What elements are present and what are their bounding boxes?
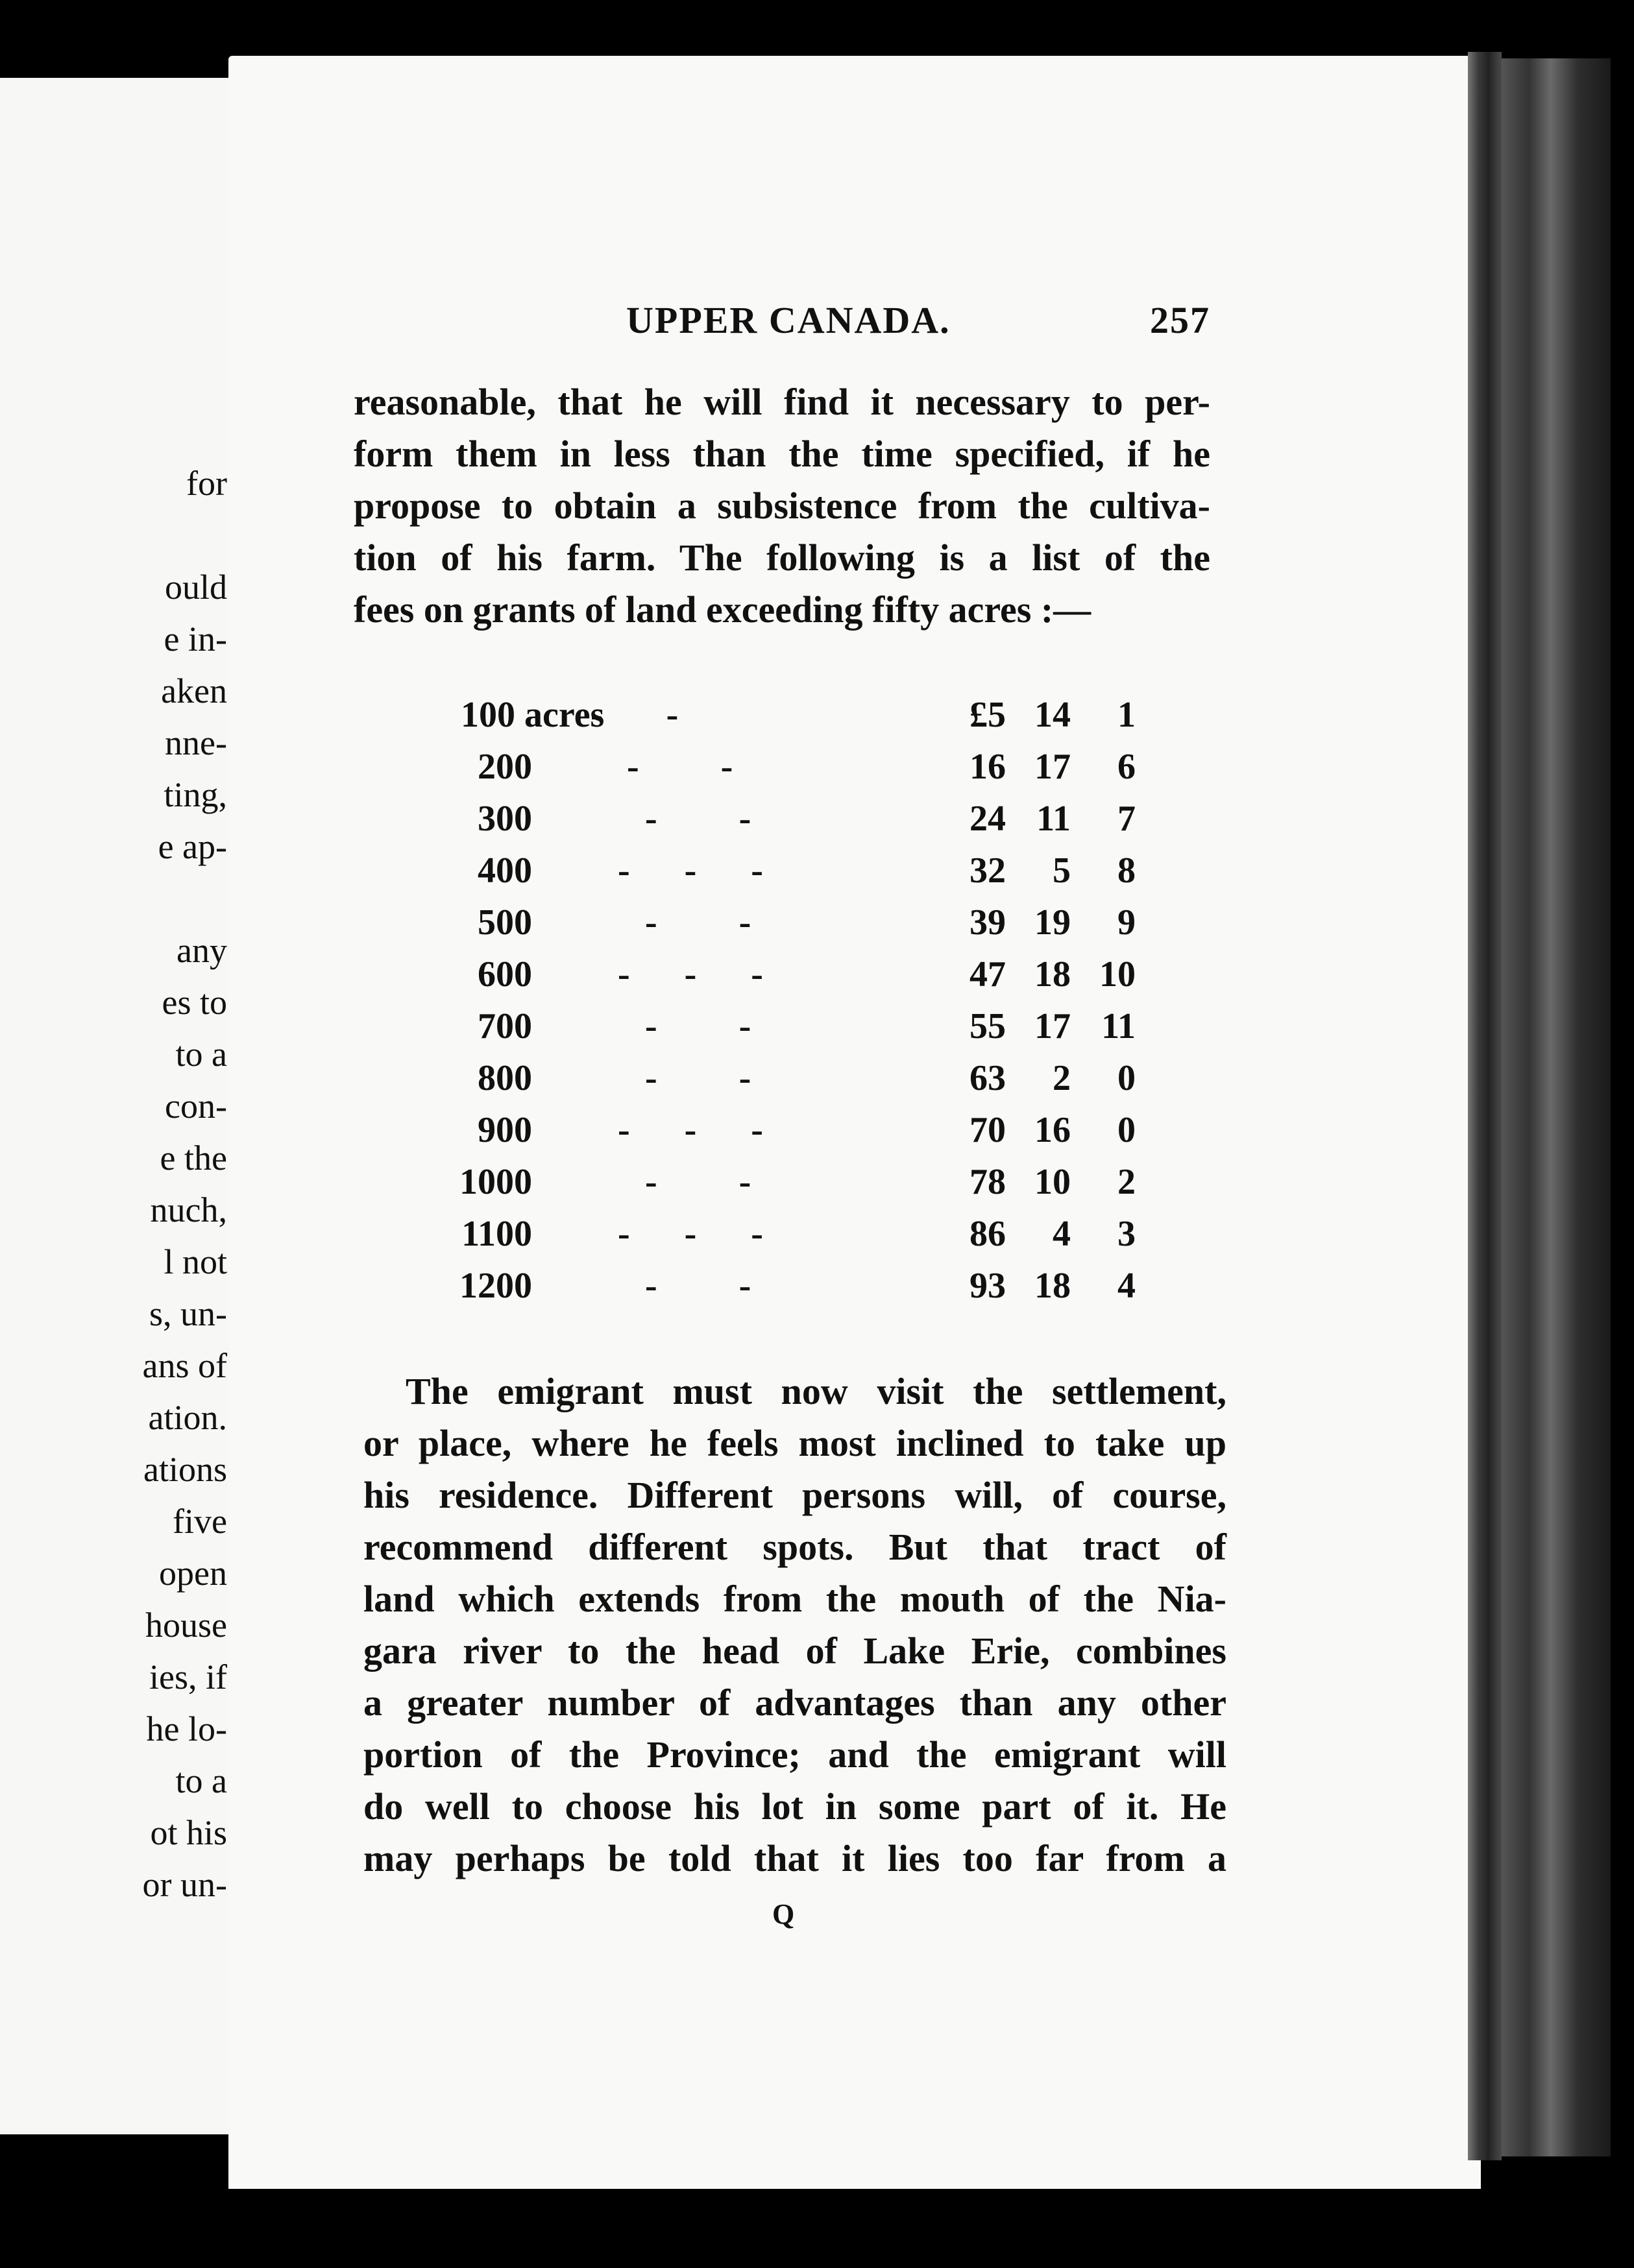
fee-row bbox=[389, 1156, 1168, 1208]
shillings-cell: 16 bbox=[1034, 1110, 1071, 1150]
text-line: do well to choose his lot in some part of it. He bbox=[363, 1785, 1226, 1828]
fee-row bbox=[389, 741, 1168, 793]
shillings-cell: 2 bbox=[1053, 1058, 1071, 1098]
fee-row bbox=[389, 1104, 1168, 1156]
shillings-cell: 17 bbox=[1034, 1006, 1071, 1046]
pounds-cell: £5 bbox=[969, 695, 1006, 735]
paragraph-2 bbox=[363, 1366, 1226, 1885]
pence-cell: 2 bbox=[1117, 1162, 1136, 1202]
pounds-cell: 93 bbox=[969, 1266, 1006, 1306]
shillings-cell: 18 bbox=[1034, 1266, 1071, 1306]
left-page-line: ot his bbox=[150, 1813, 227, 1852]
acres-cell: 500 bbox=[478, 902, 532, 943]
pounds-cell: 86 bbox=[969, 1214, 1006, 1254]
left-page-line: s, un- bbox=[149, 1294, 227, 1333]
left-page-line: nne- bbox=[165, 723, 227, 762]
signature-mark: Q bbox=[772, 1898, 795, 1930]
fee-row bbox=[389, 1052, 1168, 1104]
pence-cell: 9 bbox=[1117, 902, 1136, 943]
fee-table bbox=[389, 689, 1168, 1312]
acres-cell: 400 bbox=[478, 850, 532, 891]
acres-cell: 1100 bbox=[461, 1214, 532, 1254]
pence-cell: 3 bbox=[1117, 1214, 1136, 1254]
left-page-line: e ap- bbox=[158, 827, 227, 866]
pounds-cell: 55 bbox=[969, 1006, 1006, 1046]
leader-dashes: - - - bbox=[591, 954, 763, 995]
paragraph-1 bbox=[354, 376, 1210, 636]
running-header bbox=[354, 298, 1210, 357]
left-page-line: ies, if bbox=[149, 1658, 227, 1696]
shillings-cell: 14 bbox=[1034, 695, 1071, 735]
shillings-cell: 4 bbox=[1053, 1214, 1071, 1254]
left-page-line bbox=[0, 873, 239, 924]
acres-cell: 800 bbox=[478, 1058, 532, 1098]
text-line: recommend different spots. But that tract of bbox=[363, 1526, 1226, 1568]
pounds-cell: 70 bbox=[969, 1110, 1006, 1150]
pence-cell: 0 bbox=[1117, 1058, 1136, 1098]
text-line: may perhaps be told that it lies too far from a bbox=[363, 1837, 1226, 1879]
shillings-cell: 18 bbox=[1034, 954, 1071, 995]
shillings-cell: 11 bbox=[1036, 799, 1071, 839]
leader-dashes: - - bbox=[591, 799, 751, 839]
acres-cell: 700 bbox=[478, 1006, 532, 1046]
pence-cell: 4 bbox=[1117, 1266, 1136, 1306]
left-page-line: ans of bbox=[142, 1346, 227, 1385]
acres-cell: 200 bbox=[478, 747, 532, 787]
fee-row bbox=[389, 1208, 1168, 1260]
leader-dashes: - - bbox=[591, 902, 751, 943]
leader-dashes: - - - bbox=[591, 850, 763, 891]
pence-cell: 11 bbox=[1101, 1006, 1136, 1046]
fee-row bbox=[389, 948, 1168, 1000]
left-page-line: ting, bbox=[164, 775, 227, 814]
pounds-cell: 39 bbox=[969, 902, 1006, 943]
left-page-line: to a bbox=[175, 1761, 227, 1800]
acres-cell: 1200 bbox=[459, 1266, 532, 1306]
left-page-line: es to bbox=[162, 983, 227, 1022]
left-page-line: five bbox=[173, 1502, 227, 1541]
pence-cell: 6 bbox=[1117, 747, 1136, 787]
acres-cell: 300 bbox=[478, 799, 532, 839]
fee-row bbox=[389, 1260, 1168, 1312]
fee-row bbox=[389, 689, 1168, 741]
text-line: his residence. Different persons will, of course, bbox=[363, 1474, 1226, 1516]
left-page-line: ations bbox=[143, 1450, 227, 1489]
pence-cell: 1 bbox=[1117, 695, 1136, 735]
text-line: land which extends from the mouth of the Nia- bbox=[363, 1578, 1226, 1620]
leader-dashes: - - bbox=[591, 747, 733, 787]
pounds-cell: 78 bbox=[969, 1162, 1006, 1202]
left-page-line: aken bbox=[161, 671, 227, 710]
left-page-line: con- bbox=[165, 1087, 227, 1126]
text-line: or place, where he feels most inclined to take up bbox=[363, 1422, 1226, 1464]
text-line: propose to obtain a subsistence from the cultiva- bbox=[354, 485, 1210, 527]
page-edge bbox=[1468, 52, 1502, 2160]
shillings-cell: 17 bbox=[1034, 747, 1071, 787]
pence-cell: 8 bbox=[1117, 850, 1136, 891]
left-page-line: nuch, bbox=[150, 1190, 227, 1229]
pence-cell: 10 bbox=[1099, 954, 1136, 995]
leader-dashes: - - bbox=[591, 695, 679, 735]
leader-dashes: - - bbox=[591, 1266, 751, 1306]
left-page-line: e in- bbox=[164, 620, 227, 658]
pounds-cell: 63 bbox=[969, 1058, 1006, 1098]
text-line: a greater number of advantages than any other bbox=[363, 1682, 1226, 1724]
text-line: reasonable, that he will find it necessary to per- bbox=[354, 381, 1210, 423]
left-page-line: to a bbox=[175, 1035, 227, 1074]
fee-row bbox=[389, 1000, 1168, 1052]
text-line: form them in less than the time specified, if he bbox=[354, 433, 1210, 475]
leader-dashes: - - - bbox=[591, 1214, 763, 1254]
left-page-line: e the bbox=[160, 1139, 227, 1177]
shillings-cell: 19 bbox=[1034, 902, 1071, 943]
text-line: fees on grants of land exceeding fifty acres :— bbox=[354, 588, 1091, 631]
pence-cell: 0 bbox=[1117, 1110, 1136, 1150]
acres-cell: 1000 bbox=[459, 1162, 532, 1202]
shillings-cell: 5 bbox=[1053, 850, 1071, 891]
left-page-line: l not bbox=[164, 1242, 227, 1281]
pounds-cell: 47 bbox=[969, 954, 1006, 995]
page-number: 257 bbox=[1150, 299, 1210, 341]
left-page-line: for bbox=[186, 464, 227, 503]
left-page-line: any bbox=[177, 931, 227, 970]
acres-cell: 100 acres bbox=[461, 695, 605, 735]
left-page-line: ation. bbox=[148, 1398, 227, 1437]
shillings-cell: 10 bbox=[1034, 1162, 1071, 1202]
left-page-line: house bbox=[145, 1606, 227, 1645]
pounds-cell: 24 bbox=[969, 799, 1006, 839]
pounds-cell: 32 bbox=[969, 850, 1006, 891]
fee-row bbox=[389, 793, 1168, 845]
leader-dashes: - - bbox=[591, 1058, 751, 1098]
left-page-line bbox=[0, 509, 239, 561]
fee-row bbox=[389, 897, 1168, 948]
pence-cell: 7 bbox=[1117, 799, 1136, 839]
book-edge bbox=[1502, 58, 1611, 2156]
text-line: tion of his farm. The following is a list of the bbox=[354, 537, 1210, 579]
text-line: gara river to the head of Lake Erie, combines bbox=[363, 1630, 1226, 1672]
left-page bbox=[0, 78, 239, 2134]
leader-dashes: - - - bbox=[591, 1110, 763, 1150]
running-title: UPPER CANADA. bbox=[626, 299, 951, 341]
left-page-line: or un- bbox=[142, 1865, 227, 1904]
acres-cell: 900 bbox=[478, 1110, 532, 1150]
left-page-line: ould bbox=[164, 568, 227, 607]
pounds-cell: 16 bbox=[969, 747, 1006, 787]
text-line: The emigrant must now visit the settlement, bbox=[406, 1370, 1226, 1412]
left-page-line: open bbox=[159, 1554, 227, 1593]
fee-row bbox=[389, 845, 1168, 897]
acres-cell: 600 bbox=[478, 954, 532, 995]
left-page-text bbox=[0, 457, 239, 1911]
leader-dashes: - - bbox=[591, 1006, 751, 1046]
text-line: portion of the Province; and the emigrant will bbox=[363, 1733, 1226, 1776]
left-page-line: he lo- bbox=[146, 1709, 227, 1748]
leader-dashes: - - bbox=[591, 1162, 751, 1202]
